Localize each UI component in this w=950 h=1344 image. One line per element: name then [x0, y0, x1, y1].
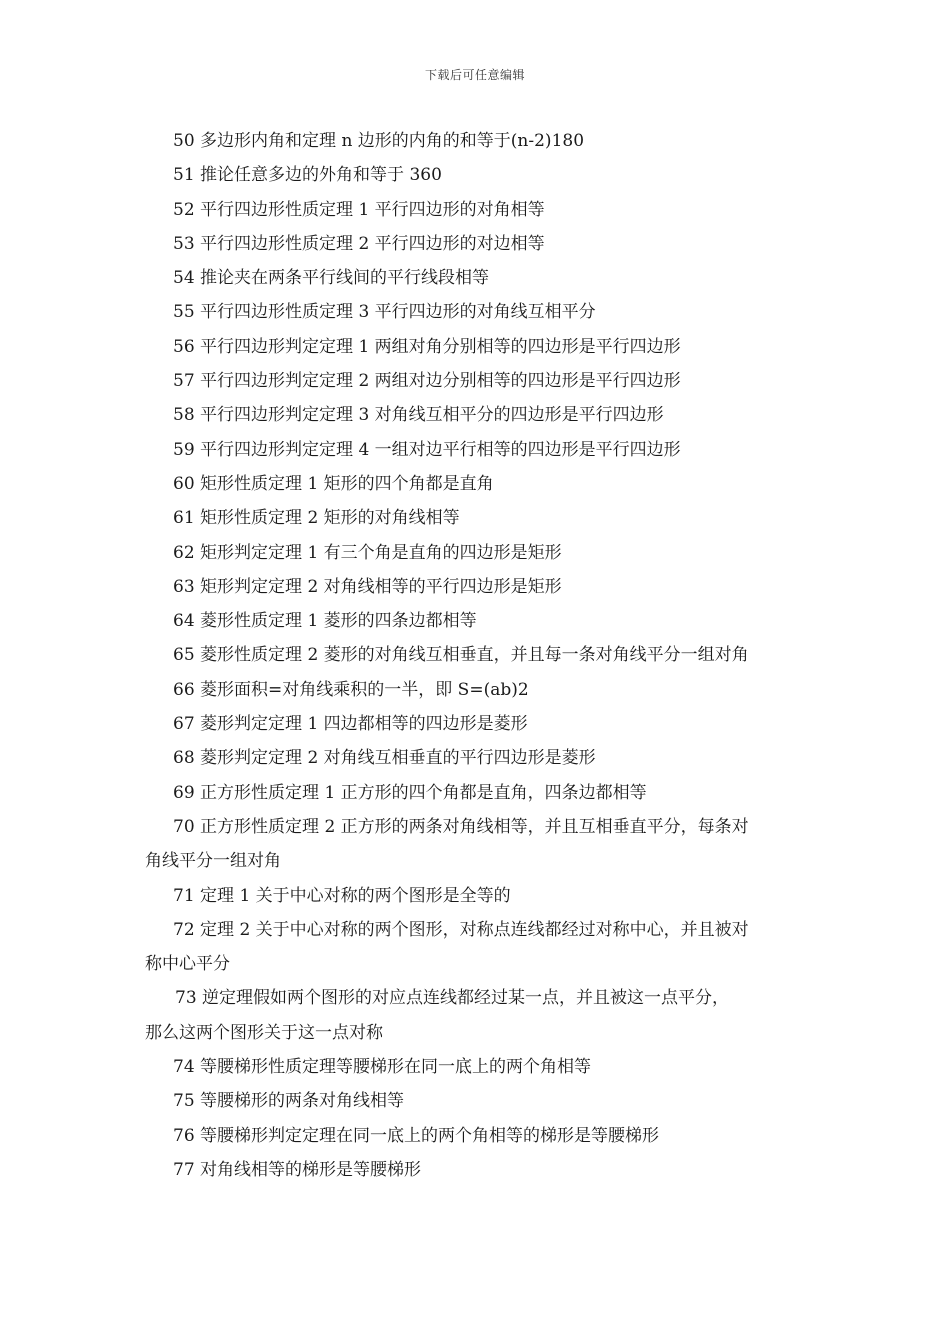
theorem-line: 53 平行四边形性质定理 2 平行四边形的对边相等 — [173, 233, 545, 254]
theorem-line: 77 对角线相等的梯形是等腰梯形 — [173, 1159, 422, 1180]
theorem-line: 57 平行四边形判定定理 2 两组对边分别相等的四边形是平行四边形 — [173, 371, 681, 392]
theorem-line: 67 菱形判定定理 1 四边都相等的四边形是菱形 — [173, 714, 528, 735]
theorem-line: 61 矩形性质定理 2 矩形的对角线相等 — [173, 508, 460, 529]
theorem-line: 60 矩形性质定理 1 矩形的四个角都是直角 — [173, 473, 494, 494]
page-header: 下载后可任意编辑 — [424, 68, 525, 82]
theorem-line-continuation: 角线平分一组对角 — [145, 851, 281, 872]
theorem-line: 74 等腰梯形性质定理等腰梯形在同一底上的两个角相等 — [173, 1057, 592, 1078]
theorem-line: 69 正方形性质定理 1 正方形的四个角都是直角，四条边都相等 — [173, 782, 647, 803]
theorem-line: 72 定理 2 关于中心对称的两个图形，对称点连线都经过对称中心，并且被对 — [173, 919, 749, 940]
theorem-line: 63 矩形判定定理 2 对角线相等的平行四边形是矩形 — [173, 576, 562, 597]
theorem-line: 51 推论任意多边的外角和等于 360 — [173, 165, 442, 186]
theorem-line: 54 推论夹在两条平行线间的平行线段相等 — [173, 268, 490, 289]
document-body — [145, 124, 810, 1187]
theorem-line: 66 菱形面积=对角线乘积的一半，即 S=(ab)2 — [173, 679, 529, 700]
theorem-line-continuation: 那么这两个图形关于这一点对称 — [145, 1022, 383, 1043]
theorem-line-continuation: 称中心平分 — [145, 954, 230, 975]
theorem-line: 68 菱形判定定理 2 对角线互相垂直的平行四边形是菱形 — [173, 748, 596, 769]
theorem-line: 59 平行四边形判定定理 4 一组对边平行相等的四边形是平行四边形 — [173, 439, 681, 460]
theorem-line: 56 平行四边形判定定理 1 两组对角分别相等的四边形是平行四边形 — [173, 336, 681, 357]
theorem-line: 50 多边形内角和定理 n 边形的内角的和等于(n-2)180 — [173, 131, 585, 151]
theorem-line: 65 菱形性质定理 2 菱形的对角线互相垂直，并且每一条对角线平分一组对角 — [173, 645, 749, 666]
theorem-line: 52 平行四边形性质定理 1 平行四边形的对角相等 — [173, 199, 545, 220]
theorem-line: 76 等腰梯形判定定理在同一底上的两个角相等的梯形是等腰梯形 — [173, 1125, 660, 1146]
theorem-line: 55 平行四边形性质定理 3 平行四边形的对角线互相平分 — [173, 302, 596, 323]
theorem-line: 58 平行四边形判定定理 3 对角线互相平分的四边形是平行四边形 — [173, 405, 664, 426]
theorem-line: 71 定理 1 关于中心对称的两个图形是全等的 — [173, 885, 511, 906]
theorem-line: 75 等腰梯形的两条对角线相等 — [173, 1091, 405, 1112]
theorem-line: 70 正方形性质定理 2 正方形的两条对角线相等，并且互相垂直平分，每条对 — [173, 816, 749, 837]
theorem-line: 64 菱形性质定理 1 菱形的四条边都相等 — [173, 611, 477, 632]
theorem-line: 73 逆定理假如两个图形的对应点连线都经过某一点，并且被这一点平分， — [175, 988, 730, 1009]
theorem-line: 62 矩形判定定理 1 有三个角是直角的四边形是矩形 — [173, 542, 562, 563]
